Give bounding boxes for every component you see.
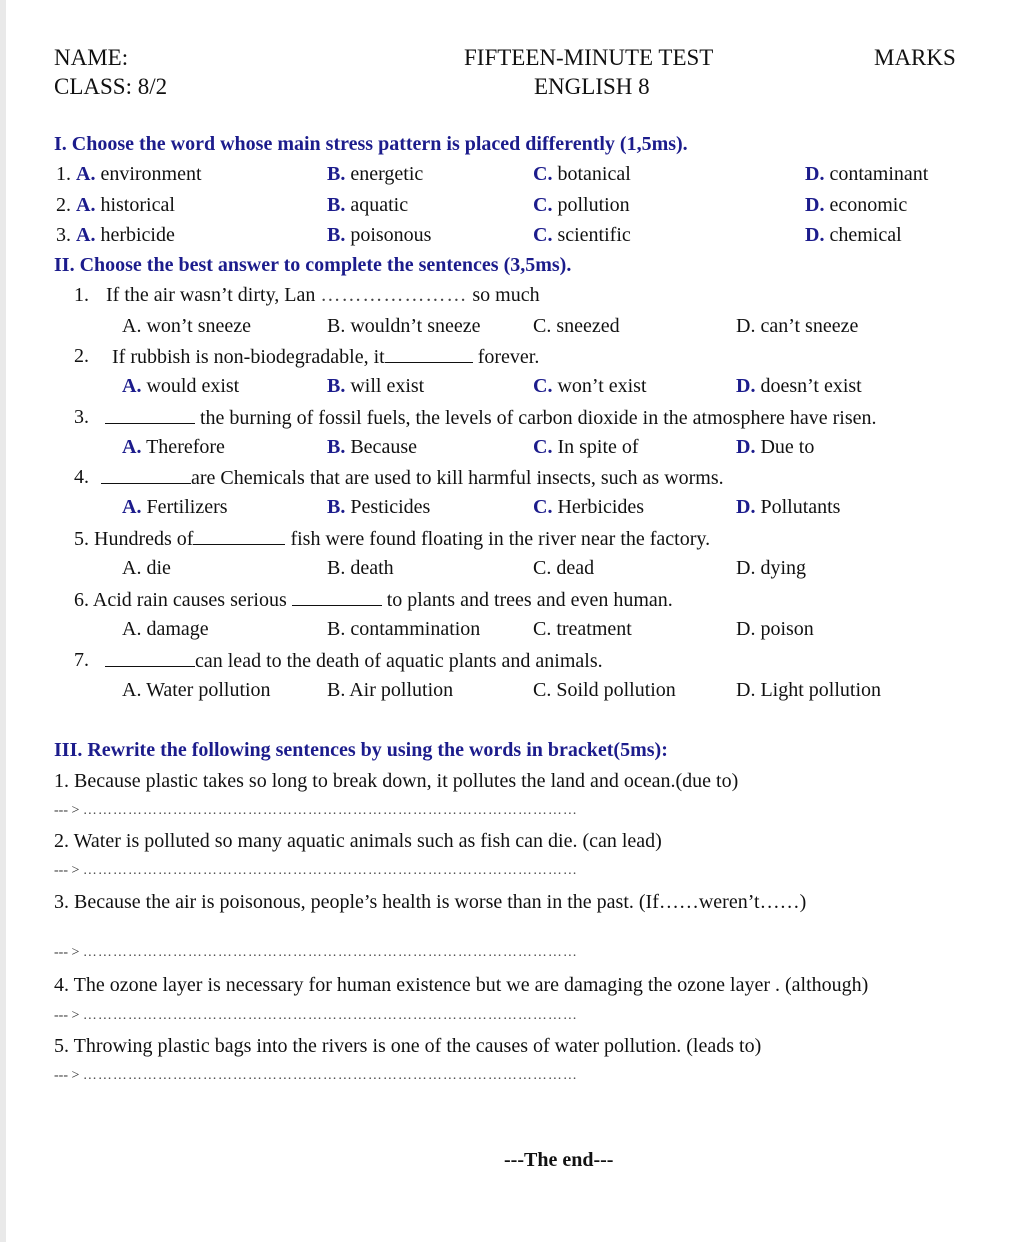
s1-q2-num: 2. xyxy=(56,194,71,216)
s2-q5-stem: 5. Hundreds of fish were found floating in the river near the factory. xyxy=(74,528,711,550)
s1-q1-num: 1. xyxy=(56,163,71,185)
s2-q2-a: A. would exist xyxy=(122,375,240,397)
s3-q2-answer-line: --- > ……………………………………………………………………………………… xyxy=(54,863,578,878)
s2-q4-num: 4. xyxy=(74,466,89,488)
s1-q2-b: B. aquatic xyxy=(327,194,409,216)
marks-label: MARKS xyxy=(874,45,956,70)
subject-title: ENGLISH 8 xyxy=(534,74,650,99)
test-page xyxy=(6,0,1024,1242)
s2-q6-c: C. treatment xyxy=(533,618,632,640)
s2-q2-num: 2. xyxy=(74,345,89,367)
s2-q4-a: A. Fertilizers xyxy=(122,496,228,518)
s2-q6-stem: 6. Acid rain causes serious to plants and trees and even human. xyxy=(74,589,673,611)
s2-q1-d: D. can’t sneeze xyxy=(736,315,859,337)
s2-q3-d: D. Due to xyxy=(736,436,815,458)
s1-q2-c: C. pollution xyxy=(533,194,630,216)
s3-q4-answer-line: --- > ……………………………………………………………………………………… xyxy=(54,1008,578,1023)
s2-q1-stem: If the air wasn’t dirty, Lan ………………… so much xyxy=(106,284,540,306)
s2-q2-b: B. will exist xyxy=(327,375,425,397)
s2-q7-num: 7. xyxy=(74,649,89,671)
s2-q7-b: B. Air pollution xyxy=(327,679,454,701)
s3-q3-answer-line: --- > ……………………………………………………………………………………… xyxy=(54,945,578,960)
s2-q3-c: C. In spite of xyxy=(533,436,639,458)
s1-q3-num: 3. xyxy=(56,224,71,246)
s3-q4-text: 4. The ozone layer is necessary for human existence but we are damaging the ozone layer . (although) xyxy=(54,974,869,996)
s3-q1-answer-line: --- > ……………………………………………………………………………………… xyxy=(54,803,578,818)
s2-q2-stem: If rubbish is non-biodegradable, it forever. xyxy=(112,346,540,368)
s2-q6-d: D. poison xyxy=(736,618,814,640)
s3-q3-text: 3. Because the air is poisonous, people’s health is worse than in the past. (If……weren’t……) xyxy=(54,891,807,913)
s2-q5-d: D. dying xyxy=(736,557,806,579)
s2-q4-b: B. Pesticides xyxy=(327,496,431,518)
s2-q3-a: A. Therefore xyxy=(122,436,225,458)
s3-q5-text: 5. Throwing plastic bags into the rivers is one of the causes of water pollution. (leads to) xyxy=(54,1035,762,1057)
s2-q7-d: D. Light pollution xyxy=(736,679,881,701)
s1-q1-a: A. environment xyxy=(76,163,202,185)
s1-q2-d: D. economic xyxy=(805,194,908,216)
s2-q4-c: C. Herbicides xyxy=(533,496,645,518)
s2-q2-d: D. doesn’t exist xyxy=(736,375,862,397)
end-note: ---The end--- xyxy=(504,1149,614,1171)
s2-q7-a: A. Water pollution xyxy=(122,679,271,701)
s2-q1-num: 1. xyxy=(74,284,89,306)
s2-q7-c: C. Soild pollution xyxy=(533,679,676,701)
s3-q2-text: 2. Water is polluted so many aquatic animals such as fish can die. (can lead) xyxy=(54,830,662,852)
section-1-title: I. Choose the word whose main stress pattern is placed differently (1,5ms). xyxy=(54,133,688,155)
s1-q1-c: C. botanical xyxy=(533,163,631,185)
s2-q5-c: C. dead xyxy=(533,557,595,579)
s3-q5-answer-line: --- > ……………………………………………………………………………………… xyxy=(54,1068,578,1083)
section-2-title: II. Choose the best answer to complete the sentences (3,5ms). xyxy=(54,254,572,276)
s2-q1-c: C. sneezed xyxy=(533,315,620,337)
s2-q5-b: B. death xyxy=(327,557,394,579)
class-label: CLASS: 8/2 xyxy=(54,74,168,99)
s2-q7-stem: can lead to the death of aquatic plants and animals. xyxy=(105,648,603,673)
s2-q6-b: B. contammination xyxy=(327,618,481,640)
s2-q1-a: A. won’t sneeze xyxy=(122,315,252,337)
s2-q4-stem: are Chemicals that are used to kill harmful insects, such as worms. xyxy=(101,465,724,490)
test-title: FIFTEEN-MINUTE TEST xyxy=(464,45,714,70)
s2-q6-a: A. damage xyxy=(122,618,209,640)
s2-q5-a: A. die xyxy=(122,557,171,579)
name-label: NAME: xyxy=(54,45,129,70)
s2-q1-b: B. wouldn’t sneeze xyxy=(327,315,481,337)
section-3-title: III. Rewrite the following sentences by using the words in bracket(5ms): xyxy=(54,739,668,761)
s1-q3-c: C. scientific xyxy=(533,224,631,246)
s1-q3-b: B. poisonous xyxy=(327,224,432,246)
s1-q2-a: A. historical xyxy=(76,194,175,216)
s1-q1-d: D. contaminant xyxy=(805,163,929,185)
s1-q3-d: D. chemical xyxy=(805,224,902,246)
s2-q3-stem: the burning of fossil fuels, the levels of carbon dioxide in the atmosphere have risen. xyxy=(105,405,876,430)
s1-q3-a: A. herbicide xyxy=(76,224,175,246)
s2-q3-b: B. Because xyxy=(327,436,417,458)
s2-q3-num: 3. xyxy=(74,406,89,428)
s3-q1-text: 1. Because plastic takes so long to break down, it pollutes the land and ocean.(due to) xyxy=(54,770,739,792)
s2-q2-c: C. won’t exist xyxy=(533,375,647,397)
s1-q1-b: B. energetic xyxy=(327,163,424,185)
s2-q4-d: D. Pollutants xyxy=(736,496,841,518)
